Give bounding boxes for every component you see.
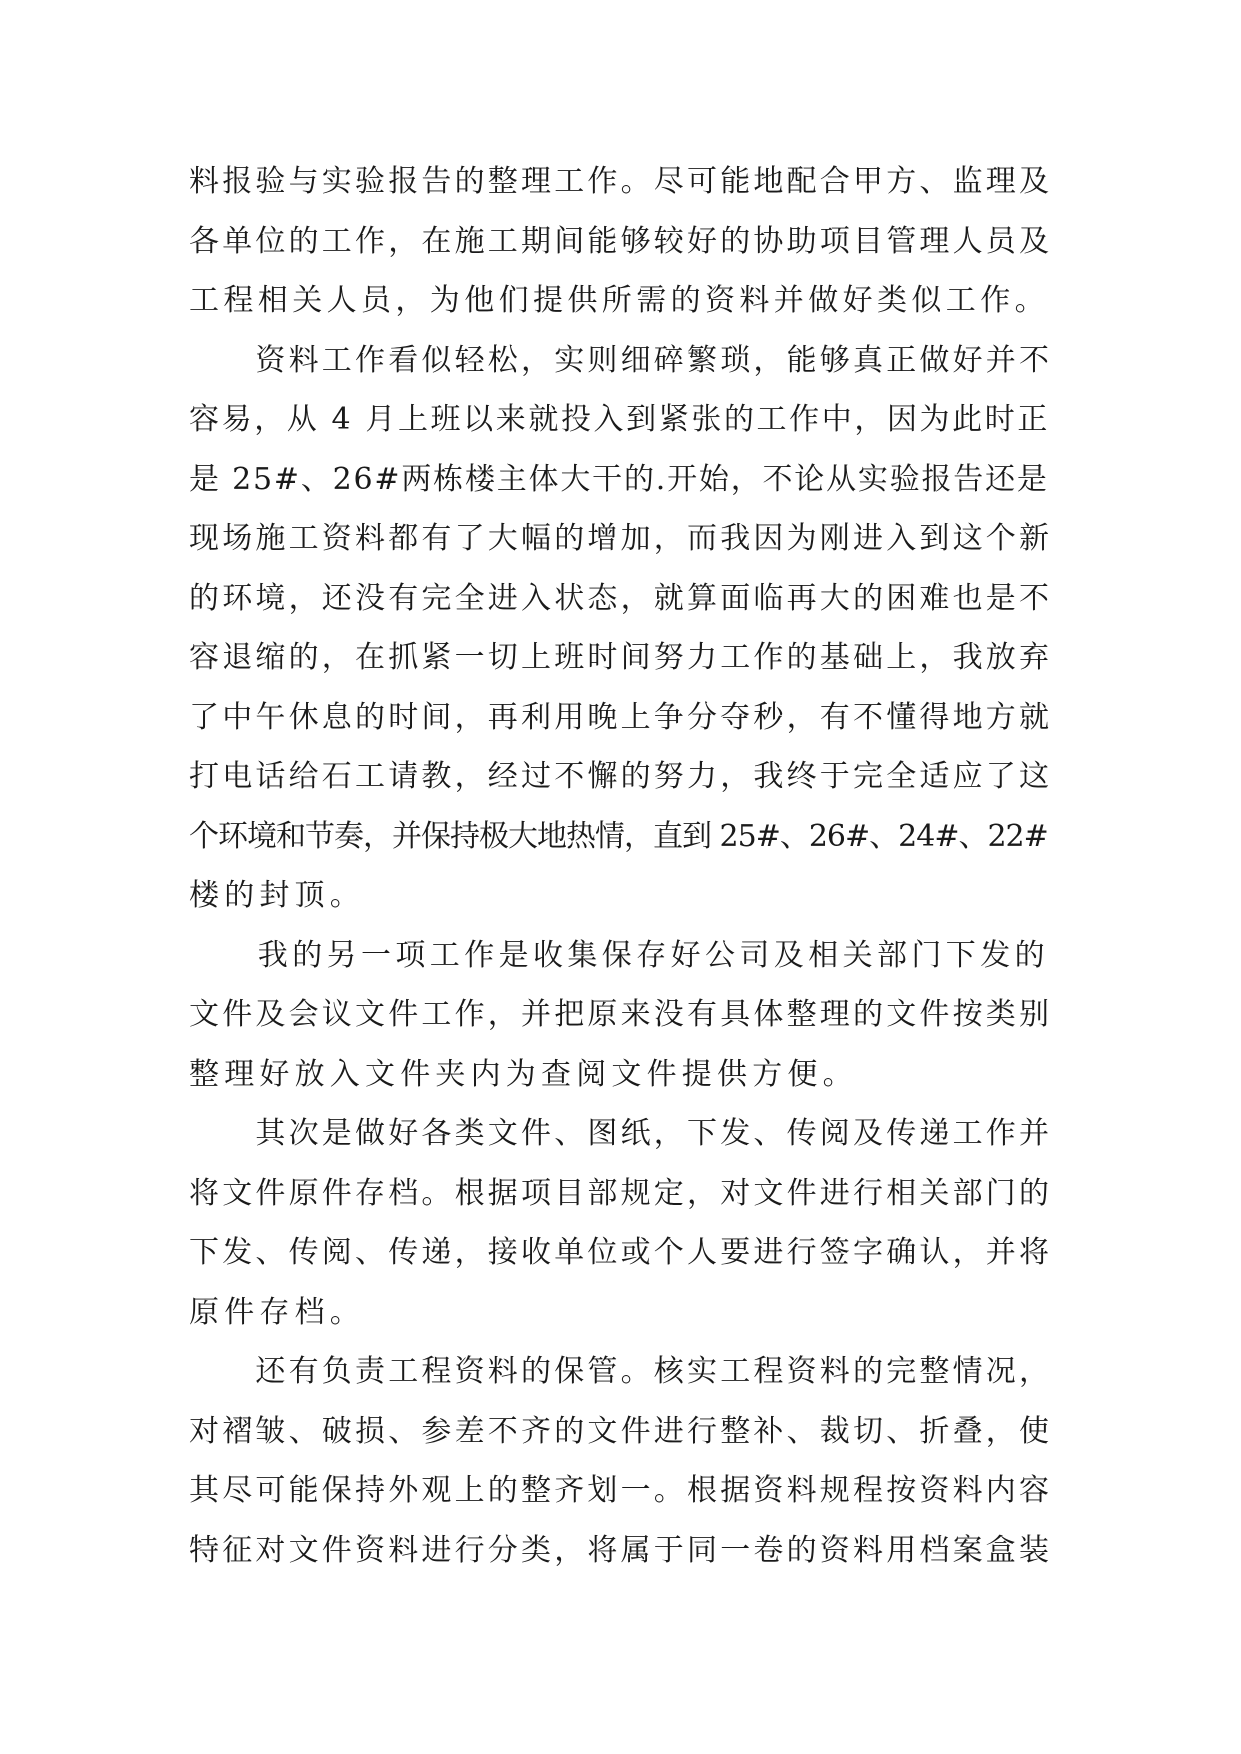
text-line: 文件及会议文件工作，并把原来没有具体整理的文件按类别 <box>189 997 1053 1032</box>
text-line: 原件存档。 <box>189 1294 365 1330</box>
text-line: 了中午休息的时间，再利用晚上争分夺秒，有不懂得地方就 <box>189 699 1053 735</box>
text-line: 我的另一项工作是收集保存好公司及相关部门下发的 <box>189 937 1049 973</box>
text-line: 料报验与实验报告的整理工作。尽可能地配合甲方、监理及 <box>189 164 1053 199</box>
text-line: 是 25#、26#两栋楼主体大干的.开始，不论从实验报告还是 <box>189 461 1049 497</box>
text-line: 还有负责工程资料的保管。核实工程资料的完整情况， <box>189 1354 1053 1389</box>
text-line: 各单位的工作，在施工期间能够较好的协助项目管理人员及 <box>189 223 1053 259</box>
text-line: 容退缩的，在抓紧一切上班时间努力工作的基础上，我放弃 <box>189 640 1053 675</box>
paragraph-1 <box>189 152 1053 331</box>
text-line: 对褶皱、破损、参差不齐的文件进行整补、裁切、折叠，使 <box>189 1413 1053 1449</box>
text-line: 将文件原件存档。根据项目部规定，对文件进行相关部门的 <box>189 1175 1053 1211</box>
text-line: 容易，从 4 月上班以来就投入到紧张的工作中，因为此时正 <box>189 402 1050 437</box>
text-line: 整理好放入文件夹内为查阅文件提供方便。 <box>189 1056 858 1092</box>
text-line: 特征对文件资料进行分类，将属于同一卷的资料用档案盒装 <box>189 1532 1053 1568</box>
text-line: 的环境，还没有完全进入状态，就算面临再大的困难也是不 <box>189 580 1053 616</box>
text-line: 其次是做好各类文件、图纸，下发、传阅及传递工作并 <box>189 1116 1053 1151</box>
text-line: 其尽可能保持外观上的整齐划一。根据资料规程按资料内容 <box>189 1473 1053 1508</box>
paragraph-5 <box>189 1342 1053 1580</box>
text-line: 工程相关人员，为他们提供所需的资料并做好类似工作。 <box>189 283 1049 318</box>
text-line: 下发、传阅、传递，接收单位或个人要进行签字确认，并将 <box>189 1235 1053 1270</box>
document-body <box>189 152 1053 1580</box>
paragraph-3 <box>189 926 1053 1105</box>
text-line: 资料工作看似轻松，实则细碎繁琐，能够真正做好并不 <box>189 342 1053 378</box>
paragraph-2 <box>189 331 1053 926</box>
text-line: 楼的封顶。 <box>189 878 365 913</box>
text-line: 打电话给石工请教，经过不懈的努力，我终于完全适应了这 <box>189 759 1053 794</box>
text-line: 个环境和节奏，并保持极大地热情，直到 25#、26#、24#、22# <box>189 818 1048 854</box>
paragraph-4 <box>189 1104 1053 1342</box>
text-line: 现场施工资料都有了大幅的增加，而我因为刚进入到这个新 <box>189 521 1053 556</box>
